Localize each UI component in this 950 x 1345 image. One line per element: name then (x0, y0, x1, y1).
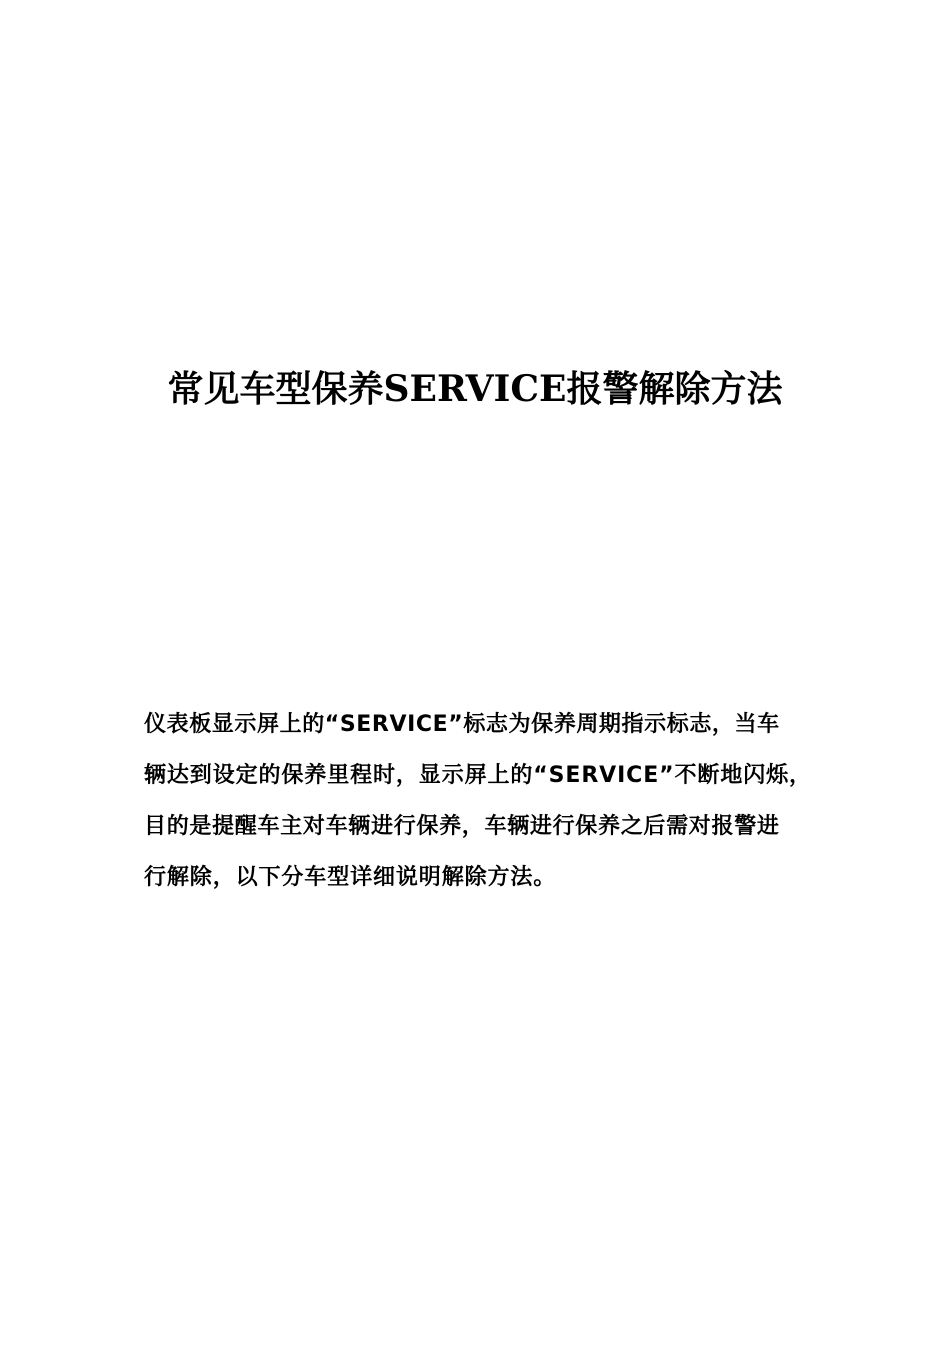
paragraph-line-2: 辆达到设定的保养里程时，显示屏上的“SERVICE”不断地闪烁， (144, 763, 812, 788)
paragraph-line-3: 目的是提醒车主对车辆进行保养，车辆进行保养之后需对报警进 (144, 814, 780, 839)
paragraph-line-4: 行解除，以下分车型详细说明解除方法。 (144, 865, 557, 890)
document-title: 常见车型保养SERVICE报警解除方法 (167, 368, 783, 410)
paragraph-line-1: 仪表板显示屏上的“SERVICE”标志为保养周期指示标志，当车 (144, 712, 780, 737)
